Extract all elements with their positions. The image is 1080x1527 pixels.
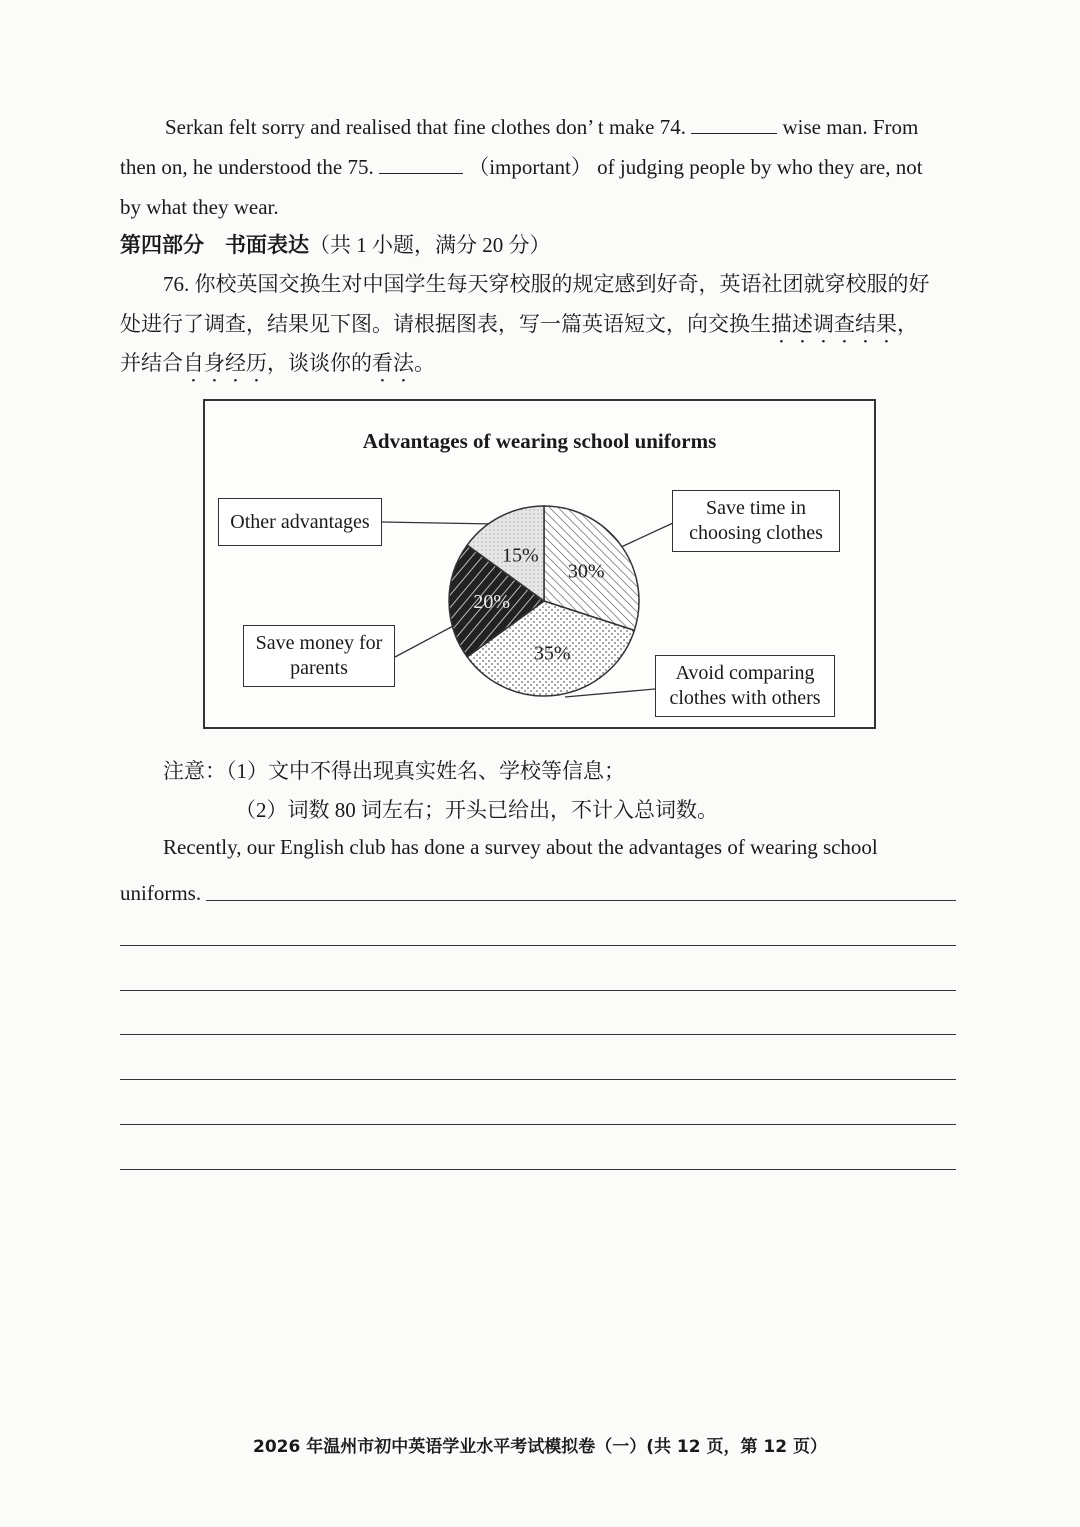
emphasis-text: 自身经历 — [183, 351, 267, 375]
writing-line[interactable] — [120, 945, 956, 946]
story-line-3 — [120, 192, 960, 222]
task-text: 并结合 — [120, 351, 183, 375]
task-text: ，谈谈你的 — [267, 351, 372, 375]
label-save-time: Save time in choosing clothes — [672, 490, 840, 552]
section-heading — [120, 230, 960, 260]
page-footer: 2026 年温州市初中英语学业水平考试模拟卷（一）(共 12 页，第 12 页） — [253, 1437, 827, 1457]
slice-percent-label: 30% — [567, 560, 605, 583]
task-text: 处进行了调查，结果见下图。请根据图表，写一篇英语短文，向交换生 — [120, 312, 771, 336]
story-line-1 — [165, 112, 960, 142]
story-text: Serkan felt sorry and realised that fine clothes don’ t make 74. — [165, 115, 686, 139]
note-1: 注意：（1）文中不得出现真实姓名、学校等信息； — [163, 759, 625, 783]
writing-line[interactable] — [120, 1079, 956, 1080]
story-text: wise man. From — [782, 115, 919, 139]
writing-line[interactable] — [120, 990, 956, 991]
opening-line-1: Recently, our English club has done a survey about the advantages of wearing school — [163, 835, 878, 859]
story-line-2 — [120, 152, 960, 182]
section-title: 第四部分 书面表达 — [120, 233, 309, 257]
emphasis-text: 描述调查结果 — [771, 312, 897, 336]
task-text: ， — [897, 312, 918, 336]
writing-line[interactable] — [120, 1124, 956, 1125]
writing-line[interactable] — [120, 1169, 956, 1170]
chart-title: Advantages of wearing school uniforms — [362, 429, 717, 453]
story-text: by what they wear. — [120, 195, 279, 219]
story-text: （important） of judging people by who they are, not — [468, 155, 923, 179]
leader-line — [395, 625, 455, 657]
section-note: （共 1 小题，满分 20 分） — [309, 233, 551, 257]
task-line-2 — [120, 309, 960, 348]
leader-line — [382, 522, 495, 524]
slice-percent-label: 20% — [473, 591, 511, 613]
task-line-3 — [120, 348, 960, 387]
answer-blank-75[interactable] — [379, 155, 463, 174]
task-text: 。 — [414, 351, 435, 375]
answer-blank-74[interactable] — [691, 115, 777, 134]
label-avoid-comparing: Avoid comparing clothes with others — [655, 655, 835, 717]
emphasis-text: 看法 — [372, 351, 414, 375]
writing-line[interactable] — [120, 1034, 956, 1035]
slice-percent-label: 15% — [501, 544, 539, 567]
opening-line-2: uniforms. — [120, 881, 202, 905]
note-2: （2）词数 80 词左右；开头已给出，不计入总词数。 — [235, 798, 718, 822]
task-line-1 — [163, 269, 960, 299]
task-text: 76. 你校英国交换生对中国学生每天穿校服的规定感到好奇，英语社团就穿校服的好 — [163, 272, 930, 296]
pie-chart-figure — [203, 399, 876, 729]
story-text: then on, he understood the 75. — [120, 155, 374, 179]
label-save-money: Save money for parents — [243, 625, 395, 687]
leader-line — [619, 523, 673, 548]
writing-line[interactable] — [206, 900, 956, 901]
slice-percent-label: 35% — [533, 642, 571, 665]
label-other-advantages: Other advantages — [218, 498, 382, 546]
